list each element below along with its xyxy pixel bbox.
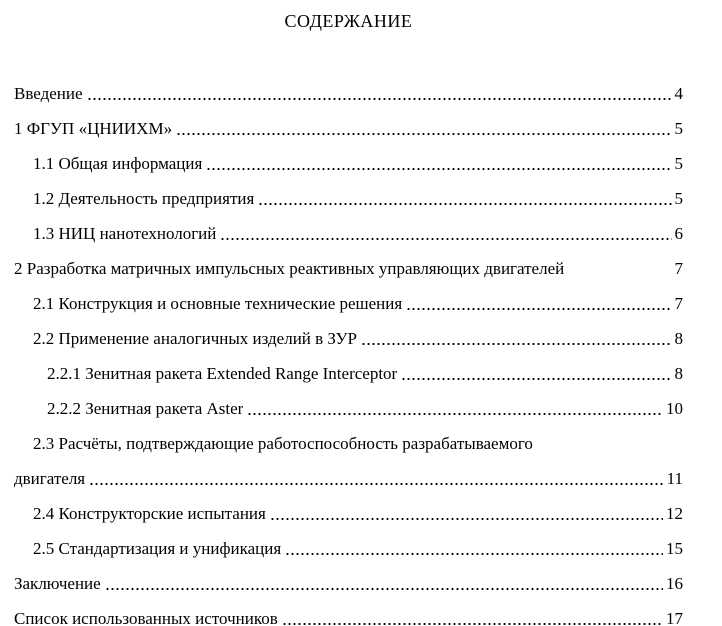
toc-entry-label: двигателя (14, 469, 86, 488)
toc-entry-label: 2.3 Расчёты, подтверждающие работоспособность разрабатываемого (33, 434, 533, 453)
toc-entry-page-number: 6 (674, 224, 683, 243)
toc-entry-page-number: 8 (674, 329, 683, 348)
toc-entry-page-number: 7 (674, 294, 683, 313)
toc-entry-label: 2.5 Стандартизация и унификация (33, 539, 282, 558)
dot-leader (258, 188, 671, 223)
toc-entry-label: Список использованных источников (14, 609, 278, 626)
dot-leader (176, 118, 671, 153)
toc-entry (14, 83, 683, 118)
toc-entry-page-number: 11 (666, 469, 683, 488)
toc-entry (14, 293, 683, 328)
toc-entry (14, 503, 683, 538)
toc-entry-label: 1.1 Общая информация (33, 154, 203, 173)
toc-entry-label: 2 Разработка матричных импульсных реактивных управляющих двигателей (14, 259, 565, 278)
toc-entry-page-number: 15 (666, 539, 683, 558)
toc-entry (14, 538, 683, 573)
toc-entry-label: Введение (14, 84, 83, 103)
dot-leader (285, 538, 663, 573)
toc-entry-page-number: 5 (674, 119, 683, 138)
dot-leader (361, 328, 671, 363)
toc-entry (14, 573, 683, 608)
toc-entry-label: 2.2.1 Зенитная ракета Extended Range Interceptor (47, 364, 398, 383)
toc-entry (14, 398, 683, 433)
toc-entry-label: 2.2.2 Зенитная ракета Aster (47, 399, 244, 418)
dot-leader (537, 433, 680, 468)
toc-entry-page-number: 5 (674, 189, 683, 208)
dot-leader (105, 573, 663, 608)
toc-entry (14, 608, 683, 626)
toc-entry-label: 2.2 Применение аналогичных изделий в ЗУР (33, 329, 358, 348)
dot-leader (406, 293, 671, 328)
toc-entry (14, 433, 683, 468)
toc-title: СОДЕРЖАНИЕ (284, 11, 413, 31)
dot-leader (270, 503, 663, 538)
toc-entry-page-number: 12 (666, 504, 683, 523)
toc-entry (14, 118, 683, 153)
toc-entry-label: 1 ФГУП «ЦНИИХМ» (14, 119, 173, 138)
dot-leader (247, 398, 663, 433)
dot-leader (89, 468, 663, 503)
dot-leader (87, 83, 672, 118)
toc-entry-page-number: 7 (674, 259, 683, 278)
toc-entry (14, 223, 683, 258)
dot-leader (206, 153, 671, 188)
toc-entry-page-number: 4 (674, 84, 683, 103)
toc-entry (14, 153, 683, 188)
toc-entry (14, 328, 683, 363)
toc-entry (14, 468, 683, 503)
toc-entry-label: Заключение (14, 574, 101, 593)
toc-entry-page-number: 8 (674, 364, 683, 383)
toc-entry-label: 1.2 Деятельность предприятия (33, 189, 255, 208)
toc-entry-label: 2.1 Конструкция и основные технические решения (33, 294, 403, 313)
toc-entry-page-number: 5 (674, 154, 683, 173)
toc-entry (14, 363, 683, 398)
dot-leader (568, 258, 671, 293)
toc-entry-page-number: 16 (666, 574, 683, 593)
dot-leader (401, 363, 671, 398)
toc-entry-label: 2.4 Конструкторские испытания (33, 504, 266, 523)
dot-leader (220, 223, 671, 258)
toc-entry (14, 188, 683, 223)
toc-entry-page-number: 17 (666, 609, 683, 626)
toc-list (14, 83, 683, 626)
toc-entry-label: 1.3 НИЦ нанотехнологий (33, 224, 217, 243)
toc-entry (14, 258, 683, 293)
toc-entry-page-number: 10 (666, 399, 683, 418)
dot-leader (282, 608, 663, 626)
